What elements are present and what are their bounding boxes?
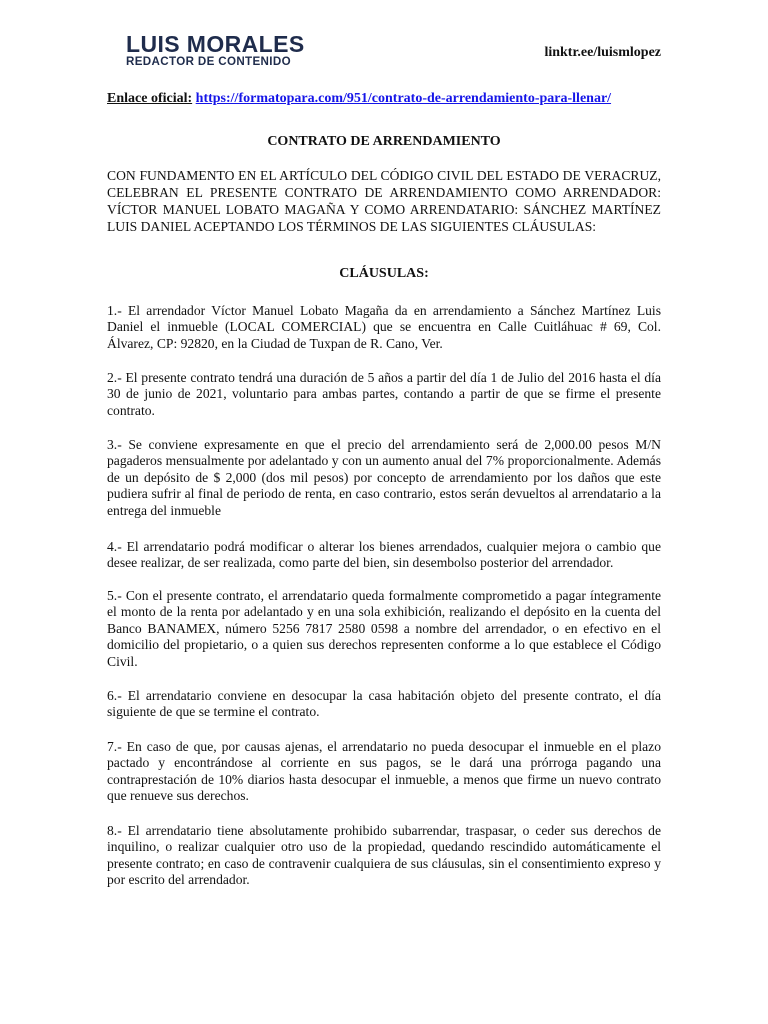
official-link[interactable]: https://formatopara.com/951/contrato-de-arrendamiento-para-llenar/ (195, 91, 612, 106)
clause-6: 6.- El arrendatario conviene en desocupar la casa habitación objeto del presente contrato, el día siguiente de que se termine el contrato. (107, 688, 661, 720)
clauses-heading: CLÁUSULAS: (339, 266, 429, 281)
document-title: CONTRATO DE ARRENDAMIENTO (267, 134, 501, 149)
logo-name: LUIS MORALES (126, 31, 305, 57)
clause-3: 3.- Se conviene expresamente en que el precio del arrendamiento será de 2,000.00 pesos M/N pagaderos mensualmente por adelantado y con un aumento anual del 7% proporcionalmente. Además de un depósito de $ 2,000 (dos mil pesos) por concepto de arrendamiento por los daños que este pudiera sufrir al final de periodo de renta, en caso contrario, estos serán devueltos al arrendatario a la entrega del inmueble (107, 437, 661, 518)
intro-paragraph: CON FUNDAMENTO EN EL ARTÍCULO DEL CÓDIGO CIVIL DEL ESTADO DE VERACRUZ, CELEBRAN EL PRESENTE CONTRATO DE ARRENDAMIENTO COMO ARRENDADOR: VÍCTOR MANUEL LOBATO MAGAÑA Y COMO ARRENDATARIO: SÁNCHEZ MARTÍNEZ LUIS DANIEL ACEPTANDO LOS TÉRMINOS DE LAS SIGUIENTES CLÁUSULAS: (107, 168, 661, 234)
logo-subtitle: REDACTOR DE CONTENIDO (126, 55, 291, 68)
official-link-label: Enlace oficial: (107, 91, 193, 106)
clause-8: 8.- El arrendatario tiene absolutamente prohibido subarrendar, traspasar, o ceder sus derechos de inquilino, o realizar cualquier otro uso de la propiedad, quedando rescindido automáticamente el presente contrato; en caso de contravenir cualquiera de sus cláusulas, sin el consentimiento expreso y por escrito del arrendador. (107, 823, 661, 888)
clause-2: 2.- El presente contrato tendrá una duración de 5 años a partir del día 1 de Julio del 2016 hasta el día 30 de junio de 2021, voluntario para ambas partes, contando a partir de que se firme el presente contrato. (107, 370, 661, 418)
brand-logo (126, 33, 305, 68)
clause-5: 5.- Con el presente contrato, el arrendatario queda formalmente comprometido a pagar íntegramente el monto de la renta por adelantado y en una sola exhibición, realizando el depósito en la cuenta del Banco BANAMEX, número 5256 7817 2580 0598 a nombre del arrendador, o en efectivo en el domicilio del propietario, o a quien sus derechos representen conforme a lo que establece el Código Civil. (107, 588, 661, 669)
linktree-handle: linktr.ee/luismlopez (544, 45, 661, 60)
clause-1: 1.- El arrendador Víctor Manuel Lobato Magaña da en arrendamiento a Sánchez Martínez Luis Daniel el inmueble (LOCAL COMERCIAL) que se encuentra en Calle Cuitláhuac # 69, Col. Álvarez, CP: 92820, en la Ciudad de Tuxpan de R. Cano, Ver. (107, 303, 661, 351)
clause-7: 7.- En caso de que, por causas ajenas, el arrendatario no pueda desocupar el inmueble en el plazo pactado y encontrándose al corriente en sus pagos, se le dará una prórroga pagando una contraprestación de 10% diarios hasta desocupar el inmueble, a menos que firme un nuevo contrato que renueve sus derechos. (107, 739, 661, 804)
official-link-line (107, 91, 611, 107)
clause-4: 4.- El arrendatario podrá modificar o alterar los bienes arrendados, cualquier mejora o cambio que desee realizar, de ser realizada, como parte del bien, sin desembolso posterior del arrendador. (107, 539, 661, 571)
